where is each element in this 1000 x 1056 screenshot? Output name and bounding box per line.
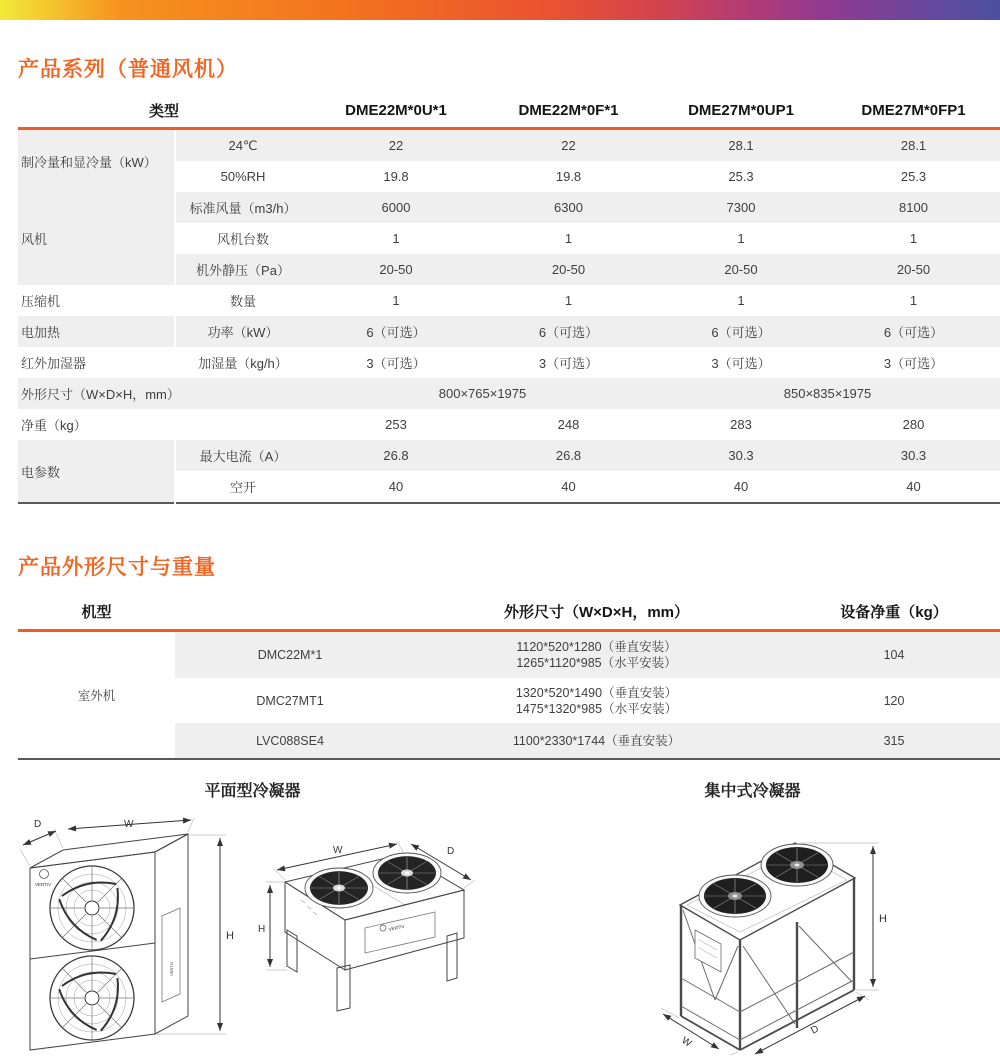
value-cell: 3（可选） bbox=[711, 356, 771, 371]
drawings-section bbox=[0, 782, 1000, 1055]
value-cell: 3（可选） bbox=[883, 356, 944, 371]
value-cell: 6（可选） bbox=[827, 316, 1000, 347]
value-cell: 280 bbox=[902, 417, 925, 432]
sub-label: 24℃ bbox=[175, 129, 310, 162]
central-condenser-drawing bbox=[655, 810, 890, 1055]
table-row bbox=[18, 285, 1000, 316]
value-cell: 253 bbox=[385, 417, 407, 432]
value-cell: 30.3 bbox=[655, 440, 827, 471]
dim-label-d: D bbox=[34, 819, 42, 830]
value-cell: 6300 bbox=[482, 192, 655, 223]
section2-title: 产品外形尺寸与重量 bbox=[18, 556, 216, 579]
value-cell: 20-50 bbox=[310, 254, 482, 285]
svg-text:VERTIV: VERTIV bbox=[169, 961, 174, 976]
value-cell: 20-50 bbox=[655, 254, 827, 285]
brand-logo-icon bbox=[35, 870, 51, 888]
sub-label: 风机台数 bbox=[217, 232, 270, 247]
group-label: 电加热 bbox=[18, 316, 175, 347]
dim-label-h: H bbox=[258, 924, 266, 935]
value-cell: 26.8 bbox=[482, 440, 655, 471]
group-label: 压缩机 bbox=[18, 285, 175, 316]
model-cell: LVC088SE4 bbox=[175, 723, 405, 759]
value-cell: 6（可选） bbox=[482, 316, 655, 347]
row-label: 外形尺寸（W×D×H，mm） bbox=[18, 378, 310, 409]
value-cell: 20-50 bbox=[827, 254, 1000, 285]
group-label: 室外机 bbox=[77, 689, 116, 703]
value-cell: 25.3 bbox=[900, 169, 927, 184]
value-cell: 1 bbox=[392, 231, 400, 246]
fan-icon bbox=[699, 875, 771, 917]
model-header: DME22M*0U*1 bbox=[310, 94, 482, 129]
value-cell: 6000 bbox=[310, 192, 482, 223]
table-row bbox=[18, 129, 1000, 162]
value-cell: 28.1 bbox=[827, 129, 1000, 162]
dimensions-cell: 1320*520*1490（垂直安装） 1475*1320*985（水平安装） bbox=[515, 685, 678, 716]
value-cell: 1 bbox=[737, 231, 745, 246]
dim-label-w: W bbox=[679, 1035, 694, 1050]
dimensions-weight-table bbox=[18, 594, 1000, 760]
table-row bbox=[18, 409, 1000, 440]
value-cell: 283 bbox=[730, 417, 752, 432]
model-type-header: 机型 bbox=[18, 594, 175, 631]
flat-condenser-top-drawing bbox=[257, 840, 487, 1015]
group-label: 风机 bbox=[18, 192, 175, 285]
value-cell: 22 bbox=[310, 129, 482, 162]
dimension-header: 外形尺寸（W×D×H，mm） bbox=[405, 594, 788, 631]
value-cell: 20-50 bbox=[482, 254, 655, 285]
dim-label-d: D bbox=[809, 1023, 821, 1037]
value-cell: 19.8 bbox=[383, 169, 409, 184]
table-row bbox=[18, 631, 1000, 679]
product-series-table bbox=[18, 94, 1000, 504]
dim-label-w: W bbox=[333, 845, 343, 856]
table-row bbox=[18, 316, 1000, 347]
model-cell: DMC22M*1 bbox=[175, 631, 405, 679]
dimensions-cell: 1120*520*1280（垂直安装） 1265*1120*985（水平安装） bbox=[405, 631, 788, 679]
dim-label-d: D bbox=[447, 846, 455, 857]
table-header-row bbox=[18, 594, 1000, 631]
value-cell: 40 bbox=[733, 479, 749, 494]
value-cell: 1 bbox=[392, 293, 400, 308]
value-cell: 1 bbox=[564, 231, 573, 246]
sub-label: 最大电流（A） bbox=[175, 440, 310, 471]
sub-label: 加湿量（kg/h） bbox=[198, 356, 288, 371]
value-cell: 6（可选） bbox=[655, 316, 827, 347]
dim-label-h: H bbox=[226, 930, 234, 942]
model-header: DME27M*0UP1 bbox=[655, 94, 827, 129]
value-cell: 40 bbox=[561, 479, 576, 494]
row-label: 净重（kg） bbox=[21, 418, 87, 433]
fan-icon bbox=[305, 868, 373, 908]
svg-text:VERTIV: VERTIV bbox=[388, 923, 406, 932]
value-cell: 1 bbox=[909, 231, 918, 246]
table-row bbox=[18, 192, 1000, 223]
flat-condenser-title: 平面型冷凝器 bbox=[204, 783, 301, 800]
weight-cell: 104 bbox=[788, 631, 1000, 679]
sub-label: 空开 bbox=[230, 480, 257, 495]
weight-header: 设备净重（kg） bbox=[788, 594, 1000, 631]
value-cell: 1 bbox=[737, 293, 745, 308]
sub-label: 50%RH bbox=[220, 169, 266, 184]
value-cell: 850×835×1975 bbox=[655, 378, 1000, 409]
weight-cell: 315 bbox=[788, 723, 1000, 759]
sub-label: 数量 bbox=[230, 294, 257, 309]
table-row bbox=[18, 378, 1000, 409]
value-cell: 3（可选） bbox=[366, 356, 426, 371]
flat-condenser-front-drawing bbox=[20, 816, 245, 1051]
group-label: 红外加湿器 bbox=[18, 347, 175, 378]
fan-icon bbox=[50, 866, 134, 950]
value-cell: 30.3 bbox=[827, 440, 1000, 471]
table-row bbox=[18, 440, 1000, 471]
value-cell: 6（可选） bbox=[310, 316, 482, 347]
type-header: 类型 bbox=[18, 94, 310, 129]
central-condenser-title: 集中式冷凝器 bbox=[704, 783, 801, 800]
dim-label-h: H bbox=[879, 913, 887, 925]
fan-icon bbox=[50, 956, 134, 1040]
value-cell: 40 bbox=[388, 479, 404, 494]
value-cell: 1 bbox=[564, 293, 573, 308]
group-label: 制冷量和显冷量（kW） bbox=[18, 129, 175, 193]
value-cell: 22 bbox=[482, 129, 655, 162]
group-label: 电参数 bbox=[18, 440, 175, 503]
value-cell: 800×765×1975 bbox=[310, 378, 655, 409]
dimensions-cell: 1100*2330*1744（垂直安装） bbox=[405, 723, 788, 759]
svg-text:VERTIV: VERTIV bbox=[35, 882, 52, 887]
sub-label: 标准风量（m3/h） bbox=[175, 192, 310, 223]
weight-cell: 120 bbox=[883, 693, 905, 708]
value-cell: 3（可选） bbox=[538, 356, 599, 371]
table-row bbox=[18, 347, 1000, 378]
dim-label-w: W bbox=[124, 819, 134, 830]
model-header: DME22M*0F*1 bbox=[482, 94, 655, 129]
model-cell: DMC27MT1 bbox=[256, 693, 324, 708]
fan-icon bbox=[373, 853, 441, 893]
central-condenser-group bbox=[505, 782, 1000, 1055]
value-cell: 8100 bbox=[827, 192, 1000, 223]
flat-condenser-group bbox=[0, 782, 505, 1055]
value-cell: 1 bbox=[909, 293, 918, 308]
sub-label: 功率（kW） bbox=[175, 316, 310, 347]
value-cell: 28.1 bbox=[655, 129, 827, 162]
value-cell: 25.3 bbox=[728, 169, 754, 184]
fan-icon bbox=[761, 844, 833, 886]
model-header: DME27M*0FP1 bbox=[827, 94, 1000, 129]
value-cell: 19.8 bbox=[555, 169, 582, 184]
section1-title: 产品系列（普通风机） bbox=[18, 58, 238, 81]
sub-label: 机外静压（Pa） bbox=[175, 254, 310, 285]
table-header-row bbox=[18, 94, 1000, 129]
value-cell: 7300 bbox=[655, 192, 827, 223]
top-banner bbox=[0, 0, 1000, 20]
value-cell: 26.8 bbox=[310, 440, 482, 471]
value-cell: 40 bbox=[906, 479, 921, 494]
value-cell: 248 bbox=[557, 417, 580, 432]
